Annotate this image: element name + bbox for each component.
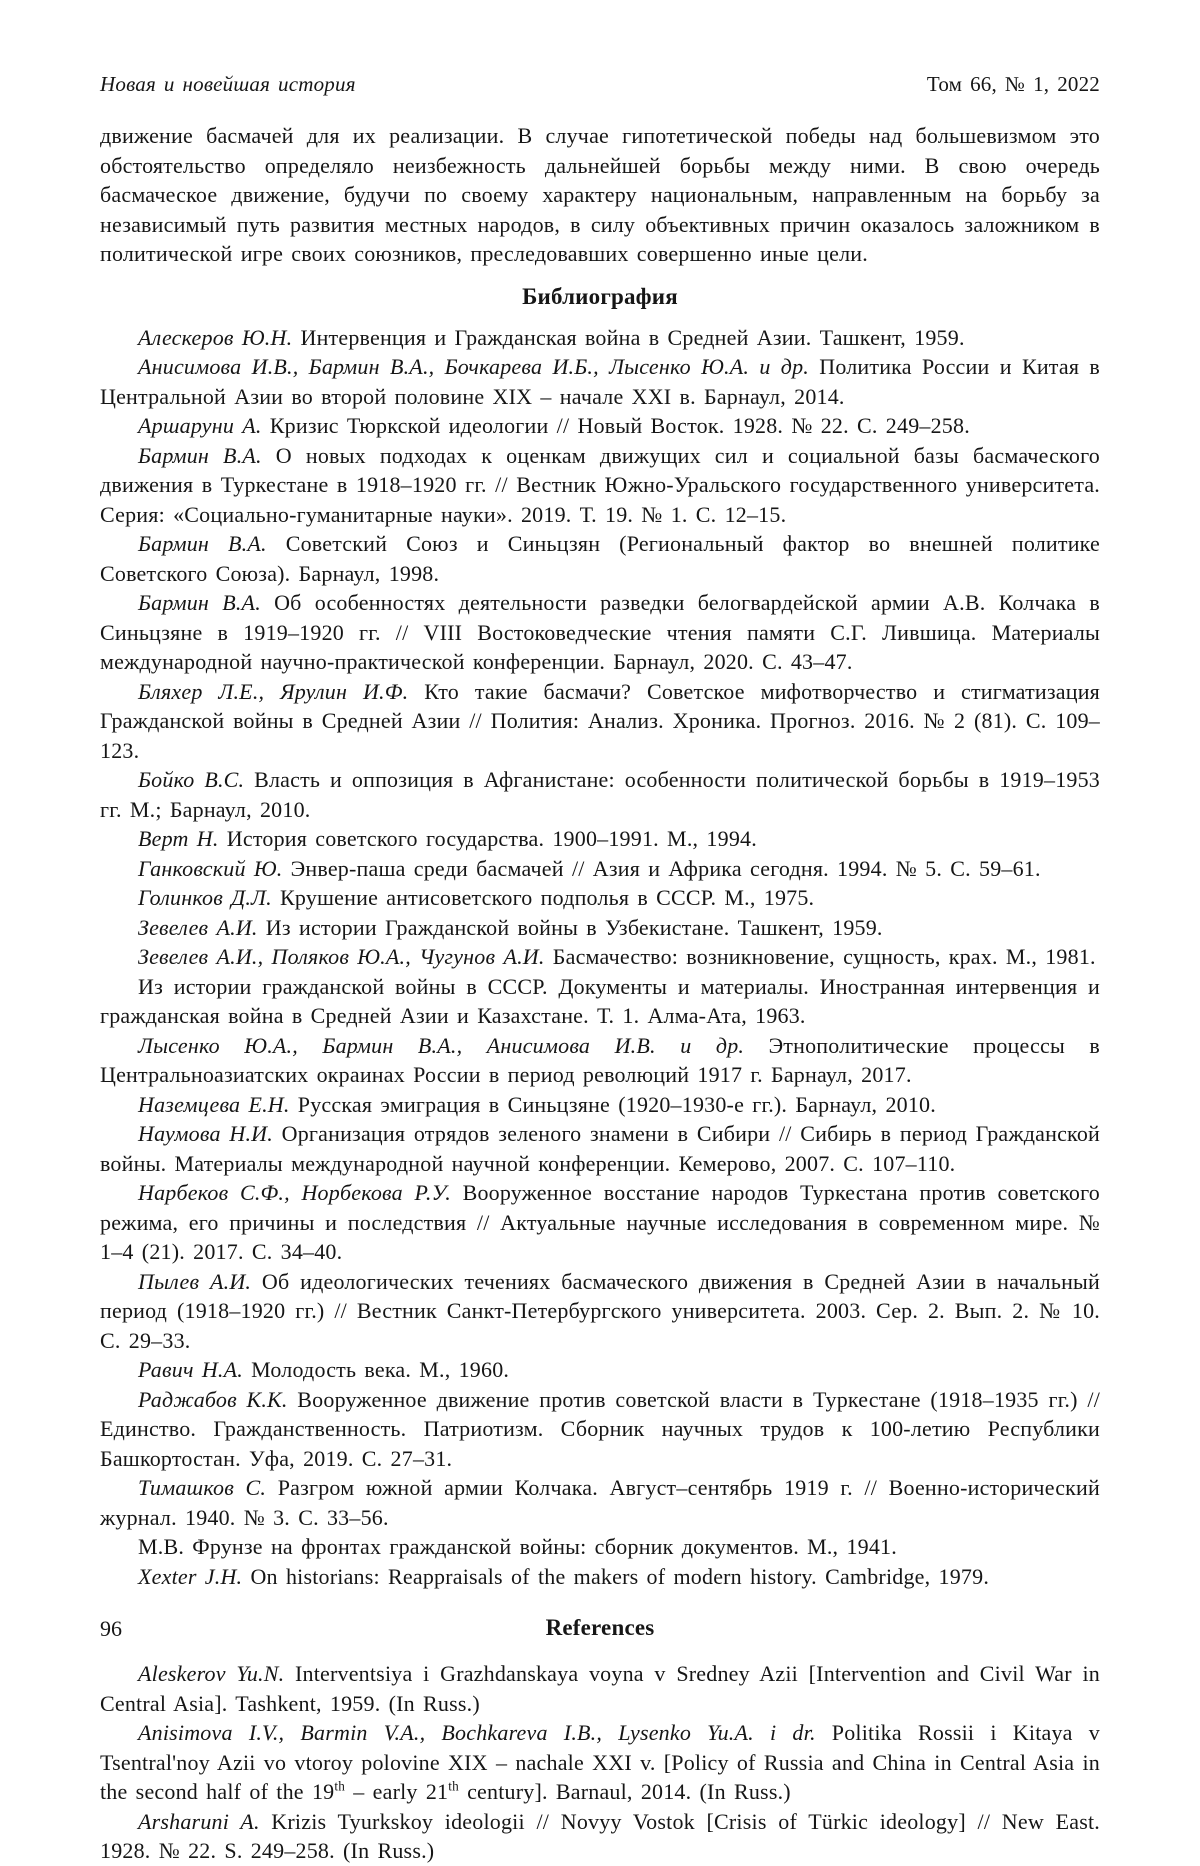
entry-text: Энвер-паша среди басмачей // Азия и Африка сегодня. 1994. № 5. С. 59–61. (282, 855, 1041, 881)
bibliography-entry (100, 1473, 1100, 1532)
bibliography-entry (100, 883, 1100, 913)
entry-text: Советский Союз и Синьцзян (Региональный фактор во внешней политике Советского Союза). Барнаул, 1998. (100, 531, 1100, 586)
entry-author: Тимашков С. (138, 1475, 267, 1500)
entry-author: Голинков Д.Л. (138, 885, 272, 910)
bibliography-list (100, 323, 1100, 1592)
bibliography-entry (100, 824, 1100, 854)
entry-author: Бармин В.А. (138, 442, 262, 468)
entry-text: Politika Rossii i Kitaya v Tsentral'noy Azii vo vtoroy polovine XIX – nachale XXI v. [Policy of Russia and China in Central Asia in the second half of the 19 (100, 1720, 1100, 1804)
entry-text: Русская эмиграция в Синьцзяне (1920–1930-е гг.). Барнаул, 2010. (289, 1091, 936, 1117)
bibliography-entry (100, 1532, 1100, 1562)
bibliography-entry (100, 1031, 1100, 1090)
entry-author: Раджабов К.К. (138, 1386, 288, 1412)
bibliography-entry (100, 1355, 1100, 1385)
entry-superscript: th (334, 1778, 346, 1794)
entry-author: Наземцева Е.Н. (138, 1091, 290, 1117)
entry-author: Xexter J.H. (138, 1563, 243, 1589)
entry-author: Ганковский Ю. (138, 855, 283, 881)
entry-text: Вооруженное восстание народов Туркестана против советского режима, его причины и последствия // Актуальные научные исследования в современном мире. № 1–4 (21). 2017. С. 34–40. (100, 1180, 1100, 1264)
bibliography-entry (100, 677, 1100, 766)
entry-author: Зевелев А.И. (138, 914, 258, 940)
reference-entry (100, 1718, 1100, 1807)
entry-author: Наумова Н.И. (138, 1121, 273, 1146)
bibliography-entry (100, 972, 1100, 1031)
bibliography-entry (100, 352, 1100, 411)
entry-text: Об идеологических течениях басмаческого движения в Средней Азии в начальный период (1918–1920 гг.) // Вестник Санкт-Петербургского университета. 2003. Сер. 2. Вып. 2. № 10. С. 29–33. (100, 1268, 1100, 1353)
entry-text: М.В. Фрунзе на фронтах гражданской войны: сборник документов. М., 1941. (138, 1534, 897, 1559)
entry-text: Организация отрядов зеленого знамени в Сибири // Сибирь в период Гражданской войны. Материалы международной научной конференции. Кемерово, 2007. С. 107–110. (100, 1121, 1100, 1176)
entry-text: Басмачество: возникновение, сущность, крах. М., 1981. (544, 944, 1096, 969)
entry-text: Кризис Тюркской идеологии // Новый Восток. 1928. № 22. С. 249–258. (261, 413, 970, 438)
page-number: 96 (100, 1616, 122, 1641)
bibliography-entry (100, 942, 1100, 972)
bibliography-entry (100, 765, 1100, 824)
entry-text: Молодость века. М., 1960. (242, 1357, 510, 1382)
entry-text: Из истории гражданской войны в СССР. Документы и материалы. Иностранная интервенция и гражданская война в Средней Азии и Казахстане. Т. 1. Алма-Ата, 1963. (100, 973, 1100, 1028)
entry-text: Вооруженное движение против советской власти в Туркестане (1918–1935 гг.) // Единство. Гражданственность. Патриотизм. Сборник научных трудов к 100-летию Республики Башкортостан. Уфа, 2019. С. 27–31. (100, 1386, 1101, 1471)
bibliography-heading: Библиография (522, 283, 678, 309)
entry-text: – early 21 (345, 1779, 449, 1804)
reference-entry (100, 1807, 1100, 1866)
entry-author: Лысенко Ю.А., Бармин В.А., Анисимова И.В. и др. (138, 1032, 745, 1058)
intro-paragraph: движение басмачей для их реализации. В случае гипотетической победы над большевизмом это обстоятельство определяло неизбежность дальнейшей борьбы между ними. В свою очередь басмаческое движение, будучи по своему характеру национальным, направленным на борьбу за независимый путь развития местных народов, в силу объективных причин оказалось заложником в политической игре своих союзников, преследовавших совершенно иные цели. (100, 123, 1100, 266)
entry-author: Алескеров Ю.Н. (138, 324, 293, 350)
entry-author: Anisimova I.V., Barmin V.A., Bochkareva I.B., Lysenko Yu.A. i dr. (138, 1720, 816, 1745)
bibliography-entry (100, 913, 1100, 943)
entry-text: Интервенция и Гражданская война в Средней Азии. Ташкент, 1959. (292, 324, 965, 350)
bibliography-entry (100, 529, 1100, 588)
entry-author: Равич Н.А. (138, 1357, 243, 1382)
entry-author: Бляхер Л.Е., Ярулин И.Ф. (138, 678, 409, 704)
bibliography-entry (100, 411, 1100, 441)
bibliography-entry (100, 1267, 1100, 1356)
entry-author: Arsharuni A. (138, 1808, 260, 1834)
bibliography-entry (100, 854, 1100, 884)
entry-text: О новых подходах к оценкам движущих сил и социальной базы басмаческого движения в Туркестане в 1918–1920 гг. // Вестник Южно-Уральского государственного университета. Серия: «Социально-гуманитарные науки». 2019. Т. 19. № 1. С. 12–15. (100, 442, 1100, 527)
journal-title: Новая и новейшая история (100, 72, 356, 96)
bibliography-entry (100, 1090, 1100, 1120)
entry-text: Interventsiya i Grazhdanskaya voyna v Sredney Azii [Intervention and Civil War in Central Asia]. Tashkent, 1959. (In Russ.) (100, 1661, 1100, 1716)
entry-author: Aleskerov Yu.N. (138, 1661, 285, 1686)
entry-superscript: th (448, 1778, 459, 1794)
references-list (100, 1659, 1100, 1866)
entry-text: Разгром южной армии Колчака. Август–сентябрь 1919 г. // Военно-исторический журнал. 1940. № 3. С. 33–56. (100, 1475, 1101, 1530)
entry-text: Krizis Tyurkskoy ideologii // Novyy Vostok [Crisis of Türkic ideology] // New East. 1928. № 22. S. 249–258. (In Russ.) (100, 1808, 1100, 1863)
entry-author: Бармин В.А. (138, 590, 261, 615)
entry-author: Бойко В.С. (138, 767, 245, 792)
entry-text: Об особенностях деятельности разведки белогвардейской армии А.В. Колчака в Синьцзяне в 1919–1920 гг. // VIII Востоковедческие чтения памяти С.Г. Лившица. Материалы международной научно-практической конференции. Барнаул, 2020. С. 43–47. (100, 590, 1100, 674)
entry-author: Зевелев А.И., Поляков Ю.А., Чугунов А.И. (138, 944, 545, 969)
bibliography-entry (100, 323, 1100, 353)
entry-text: Крушение антисоветского подполья в СССР. М., 1975. (271, 885, 815, 910)
entry-author: Аршаруни А. (138, 413, 262, 438)
bibliography-entry (100, 441, 1100, 530)
references-heading: References (545, 1615, 655, 1640)
entry-author: Анисимова И.В., Бармин В.А., Бочкарева И.Б., Лысенко Ю.А. и др. (138, 354, 809, 379)
entry-author: Пылев А.И. (138, 1268, 252, 1294)
entry-text: century]. Barnaul, 2014. (In Russ.) (458, 1779, 791, 1804)
entry-text: Этнополитические процессы в Центральноазиатских окраинах России в период революций 1917 г. Барнаул, 2017. (100, 1032, 1100, 1087)
entry-author: Верт Н. (138, 826, 219, 851)
bibliography-entry (100, 1119, 1100, 1178)
bibliography-entry (100, 1385, 1100, 1474)
entry-author: Нарбеков С.Ф., Норбекова Р.У. (138, 1180, 451, 1205)
entry-text: Политика России и Китая в Центральной Азии во второй половине XIX – начале XXI в. Барнаул, 2014. (100, 354, 1100, 409)
entry-text: История советского государства. 1900–1991. М., 1994. (218, 826, 757, 851)
bibliography-entry (100, 588, 1100, 677)
entry-text: Кто такие басмачи? Советское мифотворчество и стигматизация Гражданской войны в Средней Азии // Полития: Анализ. Хроника. Прогноз. 2016. № 2 (81). С. 109–123. (100, 678, 1100, 763)
issue-info: Том 66, № 1, 2022 (926, 72, 1100, 96)
bibliography-entry (100, 1562, 1100, 1592)
entry-text: On historians: Reappraisals of the makers of modern history. Cambridge, 1979. (242, 1563, 990, 1589)
bibliography-entry (100, 1178, 1100, 1267)
reference-entry (100, 1659, 1100, 1718)
entry-author: Бармин В.А. (138, 531, 267, 556)
entry-text: Власть и оппозиция в Афганистане: особенности политической борьбы в 1919–1953 гг. М.; Барнаул, 2010. (100, 767, 1100, 822)
running-header (100, 72, 1100, 96)
entry-text: Из истории Гражданской войны в Узбекистане. Ташкент, 1959. (257, 914, 883, 940)
